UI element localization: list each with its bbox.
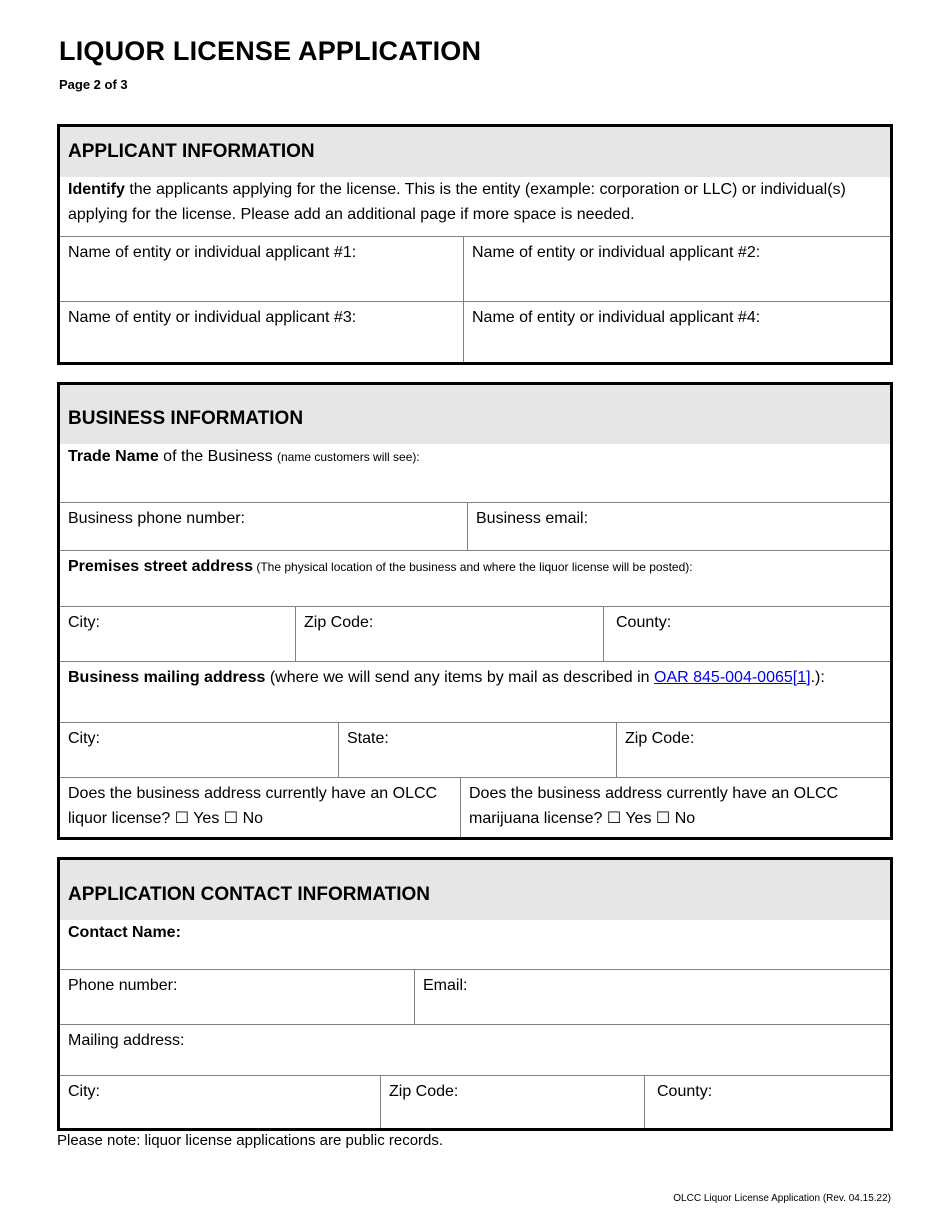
applicant-intro-bold: Identify — [68, 181, 125, 198]
premises-bold: Premises street address — [68, 558, 253, 575]
applicant-2-field[interactable]: Name of entity or individual applicant #2: — [463, 237, 890, 301]
footer-text: OLCC Liquor License Application (Rev. 04.15.22) — [673, 1193, 891, 1204]
premises-address-field[interactable] — [60, 551, 890, 606]
applicant-intro-text: the applicants applying for the license. This is the entity (example: corporation or LLC) or individual(s) applying for the license. Please add an additional page if more space is needed. — [68, 181, 846, 223]
contact-county-field[interactable]: County: — [644, 1076, 890, 1128]
premises-zip-field[interactable]: Zip Code: — [295, 607, 603, 661]
applicant-intro — [60, 177, 890, 236]
mailing-text: (where we will send any items by mail as described in — [265, 669, 655, 686]
contact-section-header — [60, 860, 890, 920]
mailing-city-field[interactable]: City: — [68, 730, 100, 747]
contact-information-section — [57, 857, 893, 1131]
mailing-address-field[interactable] — [60, 662, 890, 722]
page-title: LIQUOR LICENSE APPLICATION — [59, 36, 482, 66]
applicant-section-header — [60, 127, 890, 177]
public-records-note: Please note: liquor license applications are public records. — [57, 1132, 444, 1149]
applicant-1-field[interactable]: Name of entity or individual applicant #1: — [68, 244, 357, 261]
contact-phone-field[interactable]: Phone number: — [68, 977, 178, 994]
contact-city-field[interactable]: City: — [68, 1083, 100, 1100]
mailing-end: .): — [810, 669, 825, 686]
mailing-state-field[interactable]: State: — [338, 723, 616, 777]
marijuana-license-question[interactable]: Does the business address currently have an OLCC marijuana license? ☐ Yes ☐ No — [460, 778, 890, 837]
trade-name-field[interactable] — [60, 444, 890, 502]
applicant-information-section — [57, 124, 893, 365]
applicant-3-field[interactable]: Name of entity or individual applicant #3: — [68, 309, 357, 326]
business-heading: BUSINESS INFORMATION — [68, 408, 304, 429]
business-information-section — [57, 382, 893, 840]
page-number: Page 2 of 3 — [59, 77, 128, 92]
business-section-header — [60, 385, 890, 444]
contact-email-field[interactable]: Email: — [414, 970, 890, 1024]
mailing-zip-field[interactable]: Zip Code: — [616, 723, 890, 777]
premises-county-field[interactable]: County: — [603, 607, 890, 661]
trade-name-hint: (name customers will see): — [277, 450, 420, 464]
contact-heading: APPLICATION CONTACT INFORMATION — [68, 884, 431, 905]
trade-name-bold: Trade Name — [68, 448, 159, 465]
contact-name-field[interactable]: Contact Name: — [68, 924, 181, 941]
premises-hint: (The physical location of the business and where the liquor license will be posted): — [253, 560, 693, 574]
liquor-license-question[interactable]: Does the business address currently have an OLCC liquor license? ☐ Yes ☐ No — [68, 785, 438, 827]
contact-zip-field[interactable]: Zip Code: — [380, 1076, 644, 1128]
business-phone-field[interactable]: Business phone number: — [68, 510, 245, 527]
premises-city-field[interactable]: City: — [68, 614, 100, 631]
contact-mailing-field[interactable]: Mailing address: — [68, 1032, 185, 1049]
applicant-heading: APPLICANT INFORMATION — [68, 141, 315, 162]
mailing-bold: Business mailing address — [68, 669, 266, 686]
business-email-field[interactable]: Business email: — [467, 503, 890, 550]
trade-name-text: of the Business — [158, 448, 278, 465]
oar-link[interactable]: OAR 845-004-0065[1] — [654, 669, 811, 686]
applicant-4-field[interactable]: Name of entity or individual applicant #4: — [463, 302, 890, 362]
